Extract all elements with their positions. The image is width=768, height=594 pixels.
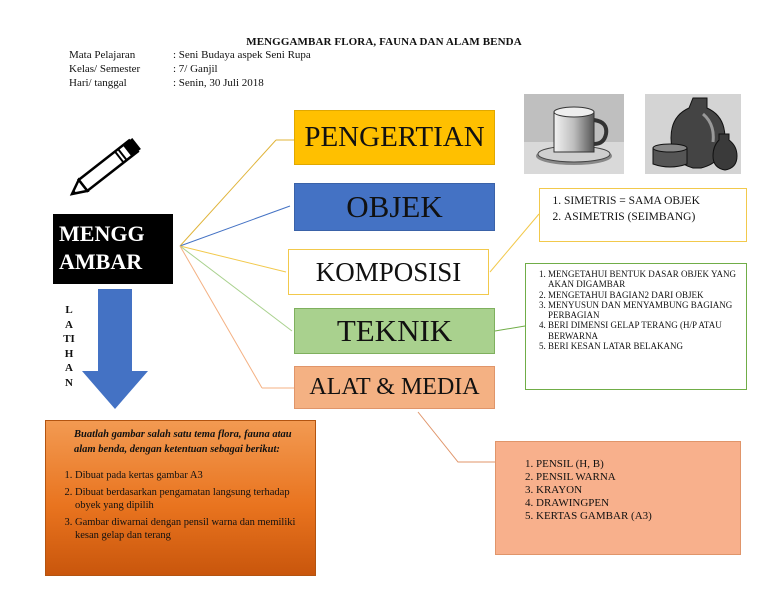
meta-class — [69, 63, 218, 75]
meta-date — [69, 77, 264, 89]
list-item: 3. KRAYON — [536, 484, 740, 497]
line-to-teknik-list — [495, 326, 525, 331]
list-item: 2. MENGETAHUI BAGIAN2 DARI OBJEK — [548, 290, 742, 300]
list-item: 5. KERTAS GAMBAR (A3) — [536, 510, 740, 523]
list-item: 4. DRAWINGPEN — [536, 497, 740, 510]
list-item: 2. Dibuat berdasarkan pengamatan langsung terhadap obyek yang dipilih — [75, 486, 305, 512]
pencil-icon — [62, 124, 162, 204]
meta-value: : 7/ Ganjil — [173, 63, 218, 75]
line-to-objek — [180, 206, 290, 246]
list-item: 3. Gambar diwarnai dengan pensil warna dan memiliki kesan gelap dan terang — [75, 516, 305, 542]
media-list-box — [495, 441, 741, 555]
meta-key: Kelas/ Semester — [69, 63, 141, 75]
latihan-task-box — [45, 420, 316, 576]
line-to-media — [418, 412, 495, 462]
line-to-teknik — [180, 246, 292, 331]
list-item: 2. PENSIL WARNA — [536, 471, 740, 484]
line-to-pengertian — [180, 140, 276, 246]
list-item: 1. SIMETRIS = SAMA OBJEK — [564, 194, 746, 210]
branch-teknik: TEKNIK — [294, 308, 495, 354]
list-item: 4. BERI DIMENSI GELAP TERANG (H/P ATAU BERWARNA — [548, 320, 742, 341]
down-arrow-icon — [80, 289, 150, 411]
list-item: 1. PENSIL (H, B) — [536, 458, 740, 471]
list-item: 3. MENYUSUN DAN MENYAMBUNG BAGIANG PERBAGIAN — [548, 300, 742, 321]
branch-pengertian: PENGERTIAN — [294, 110, 495, 165]
latihan-vertical-label: LATIHAN — [63, 304, 75, 389]
list-item: 1. Dibuat pada kertas gambar A3 — [75, 469, 305, 482]
list-item: 1. MENGETAHUI BENTUK DASAR OBJEK YANG AKAN DIGAMBAR — [548, 269, 742, 290]
branch-komposisi: KOMPOSISI — [288, 249, 489, 295]
meta-value: : Senin, 30 Juli 2018 — [173, 77, 264, 89]
still-life-cup-image — [524, 94, 624, 174]
meta-key: Mata Pelajaran — [69, 49, 136, 61]
meta-value: : Seni Budaya aspek Seni Rupa — [173, 49, 311, 61]
list-item: 2. ASIMETRIS (SEIMBANG) — [564, 210, 746, 226]
center-node-menggambar: MENGG AMBAR — [53, 214, 173, 284]
list-item: 5. BERI KESAN LATAR BELAKANG — [548, 341, 742, 351]
task-intro: Buatlah gambar salah satu tema flora, fauna atau alam benda, dengan ketentuan sebagai berikut: — [74, 429, 292, 455]
branch-objek: OBJEK — [294, 183, 495, 231]
page-title: MENGGAMBAR FLORA, FAUNA DAN ALAM BENDA — [246, 36, 522, 48]
meta-key: Hari/ tanggal — [69, 77, 127, 89]
meta-subject — [69, 49, 311, 61]
teknik-list-box — [525, 263, 747, 390]
line-to-komposisi — [180, 246, 286, 272]
line-to-alat — [180, 246, 262, 388]
branch-alat-media: ALAT & MEDIA — [294, 366, 495, 409]
komposisi-list-box — [539, 188, 747, 242]
still-life-vase-image — [645, 94, 741, 174]
